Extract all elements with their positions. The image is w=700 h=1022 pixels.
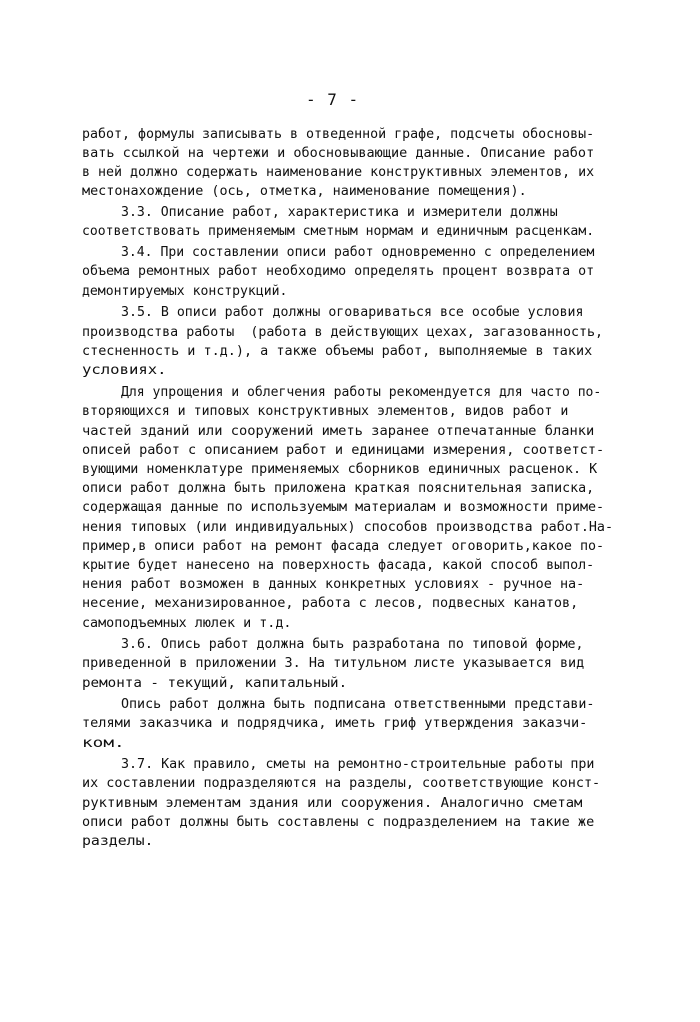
text-line: соответствовать применяемым сметным нормам и единичным расценкам. [82, 224, 595, 239]
text-line: вующими номенклатуре применяемых сборников единичных расценок. К [82, 462, 598, 477]
text-line: 3.6. Опись работ должна быть разработана по типовой форме, [121, 637, 584, 652]
text-line: разделы. [82, 834, 154, 849]
text-line: пример,в описи работ на ремонт фасада следует оговорить,какое по- [82, 539, 605, 554]
text-line: ком. [82, 736, 125, 751]
text-line: 3.7. Как правило, сметы на ремонтно-строительные работы при [121, 757, 595, 772]
text-line: вторяющихся и типовых конструктивных элементов, видов работ и [82, 404, 569, 419]
text-line: стесненность и т.д.), а также объемы работ, выполняемые в таких [82, 344, 593, 359]
text-line: приведенной в приложении 3. На титульном листе указывается вид [82, 656, 585, 671]
text-line: описи работ должна быть приложена краткая пояснительная записка, [82, 481, 595, 496]
page-number: - 7 - [306, 90, 360, 109]
text-line: 3.3. Описание работ, характеристика и измерители должны [121, 205, 558, 220]
text-line: демонтируемых конструкций. [82, 284, 288, 299]
text-line: самоподъемных люлек и т.д. [82, 616, 292, 631]
text-line: крытие будет нанесено на поверхность фасада, какой способ выпол- [82, 558, 595, 573]
text-line: ремонта - текущий, капитальный. [82, 676, 348, 691]
text-line: телями заказчика и подрядчика, иметь гриф утверждения заказчи- [82, 716, 588, 731]
text-line: производства работы (работа в действующих цехах, загазованность, [82, 325, 604, 340]
text-line: 3.4. При составлении описи работ одновременно с определением [121, 245, 595, 260]
text-line: руктивным элементам здания или сооружения. Аналогично сметам [82, 796, 583, 811]
text-line: нения типовых (или индивидуальных) способов производства работ.На- [82, 520, 614, 535]
text-line: условиях. [82, 363, 167, 378]
text-line: нения работ возможен в данных конкретных условиях - ручное на- [82, 577, 585, 592]
text-line: Опись работ должна быть подписана ответственными представи- [121, 697, 595, 712]
text-line: содержащая данные по используемым материалам и возможности приме- [82, 500, 605, 515]
text-line: их составлении подразделяются на разделы, соответствующие конст- [82, 776, 601, 791]
text-line: Для упрощения и облегчения работы рекомендуется для часто по- [121, 385, 602, 400]
text-line: описей работ с описанием работ и единицами измерения, соответст- [82, 443, 605, 458]
text-line: работ, формулы записывать в отведенной графе, подсчеты обосновы- [82, 127, 595, 142]
text-line: местонахождение (ось, отметка, наименование помещения). [82, 184, 527, 199]
text-line: в ней должно содержать наименование конструктивных элементов, их [82, 165, 595, 180]
text-line: 3.5. В описи работ должны оговариваться все особые условия [121, 305, 584, 320]
text-line: частей зданий или сооружений иметь заранее отпечатанные бланки [82, 424, 595, 439]
text-line: объема ремонтных работ необходимо определять процент возврата от [82, 264, 595, 279]
text-line: описи работ должны быть составлены с подразделением на такие же [82, 815, 595, 830]
text-line: несение, механизированное, работа с лесов, подвесных канатов, [82, 596, 579, 611]
text-line: вать ссылкой на чертежи и обосновывающие данные. Описание работ [82, 146, 595, 161]
